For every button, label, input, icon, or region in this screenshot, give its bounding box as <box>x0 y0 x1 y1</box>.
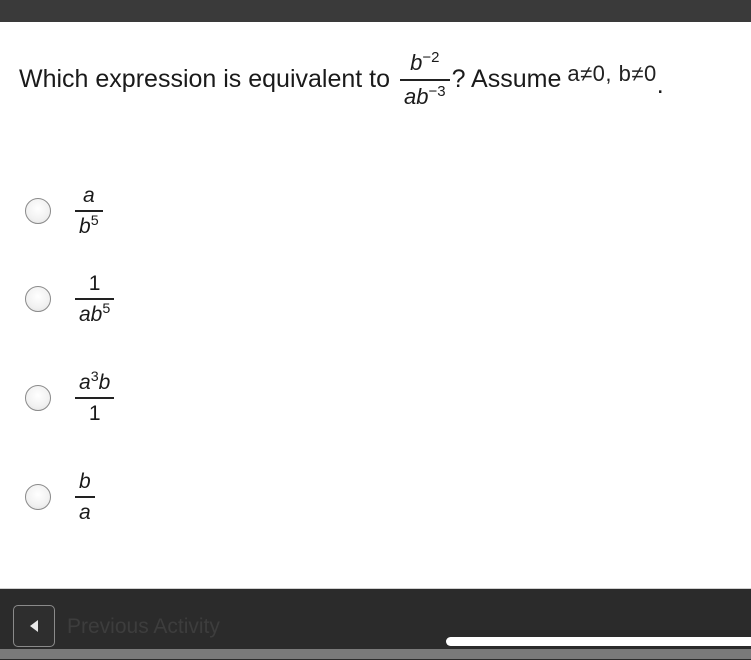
assume-condition: a≠0, b≠0 <box>567 60 657 86</box>
progress-bar <box>446 637 751 646</box>
radio-button[interactable] <box>25 484 51 510</box>
choice-option-4[interactable] <box>25 467 155 527</box>
denominator-exponent: 5 <box>102 300 111 317</box>
numerator-exponent: −2 <box>422 48 440 66</box>
option-denominator <box>75 212 103 238</box>
denominator-text: a <box>79 500 91 524</box>
top-bar <box>0 0 751 22</box>
numerator-text: b <box>79 470 91 494</box>
option-fraction <box>75 185 103 237</box>
fraction-bar <box>75 298 114 300</box>
question-period: . <box>656 71 664 100</box>
fraction-bar <box>400 79 450 81</box>
numerator-text: a <box>82 184 95 208</box>
denominator-text: b <box>79 214 91 238</box>
option-numerator <box>75 471 95 492</box>
choice-option-1[interactable] <box>25 181 155 241</box>
denominator-exponent: 5 <box>90 212 99 229</box>
denominator-text: 1 <box>88 401 101 425</box>
numerator-tail: b <box>98 371 111 395</box>
numerator-text: a <box>79 371 91 395</box>
option-denominator <box>75 502 95 523</box>
bottom-strip <box>0 649 751 659</box>
numerator-exponent: 3 <box>90 369 99 386</box>
question-text <box>19 48 664 109</box>
question-fraction <box>400 48 450 109</box>
option-numerator <box>85 273 105 294</box>
denominator-text: ab <box>79 302 103 326</box>
question-prefix: Which expression is equivalent to <box>19 65 391 94</box>
option-numerator <box>75 369 114 395</box>
choice-option-2[interactable] <box>25 269 155 329</box>
previous-activity-label[interactable]: Previous Activity <box>67 615 220 638</box>
option-fraction <box>75 273 114 325</box>
fraction-bar <box>75 496 95 498</box>
option-numerator <box>79 185 99 206</box>
option-denominator <box>85 403 105 424</box>
radio-button[interactable] <box>25 286 51 312</box>
option-fraction <box>75 369 114 425</box>
fraction-bar <box>75 397 114 399</box>
question-denominator <box>400 82 450 109</box>
question-numerator <box>406 48 443 75</box>
fraction-bar <box>75 210 103 212</box>
radio-button[interactable] <box>25 198 51 224</box>
denominator-exponent: −3 <box>428 82 446 100</box>
radio-button[interactable] <box>25 385 51 411</box>
option-denominator <box>75 300 114 326</box>
numerator-text: 1 <box>88 272 101 296</box>
triangle-left-icon <box>28 619 40 633</box>
denominator-base: ab <box>404 83 429 109</box>
question-suffix: ? Assume <box>451 65 562 94</box>
option-fraction <box>75 471 95 523</box>
numerator-base: b <box>410 50 423 75</box>
previous-activity-button[interactable] <box>13 605 55 647</box>
choice-option-3[interactable] <box>25 368 155 428</box>
